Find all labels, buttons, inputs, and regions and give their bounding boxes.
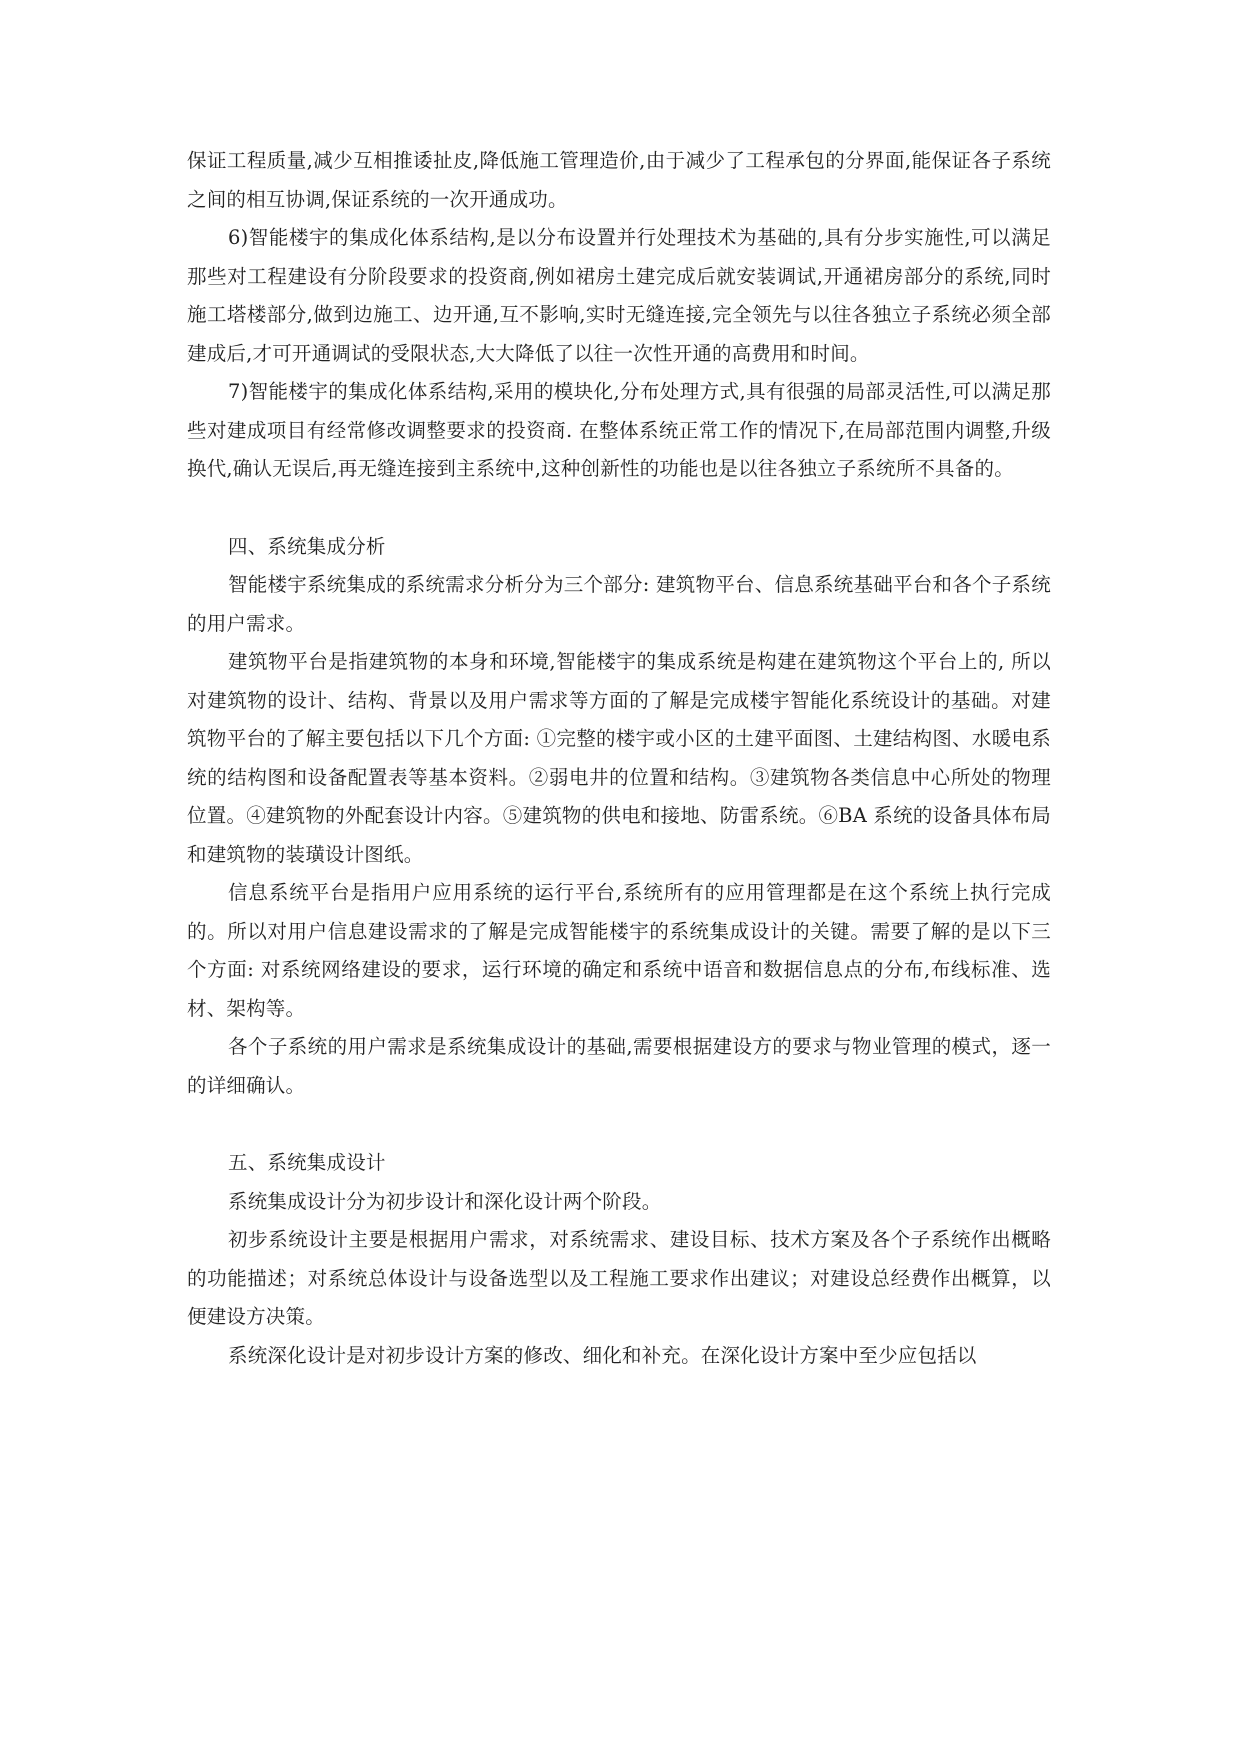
section-spacer [187,489,1051,528]
paragraph-building-platform: 建筑物平台是指建筑物的本身和环境,智能楼宇的集成系统是构建在建筑物这个平台上的, 所以对建筑物的设计、结构、背景以及用户需求等方面的了解是完成楼宇智能化系统设计的基础。对建筑物平台的了解主要包括以下几个方面: ①完整的楼宇或小区的土建平面图、土建结构图、水暖电系统的结构图和设备配置表等基本资料。②弱电井的位置和结构。③建筑物各类信息中心所处的物理位置。④建筑物的外配套设计内容。⑤建筑物的供电和接地、防雷系统。⑥BA 系统的设备具体布局和建筑物的装璜设计图纸。 [187,650,1051,866]
paragraph-item-6: 6)智能楼宇的集成化体系结构,是以分布设置并行处理技术为基础的,具有分步实施性,可以满足那些对工程建设有分阶段要求的投资商,例如裙房土建完成后就安装调试,开通裙房部分的系统,同时施工塔楼部分,做到边施工、边开通,互不影响,实时无缝连接,完全领先与以往各独立子系统必须全部建成后,才可开通调试的受限状态,大大降低了以往一次性开通的高费用和时间。 [187,226,1051,365]
paragraph-detailed-design: 系统深化设计是对初步设计方案的修改、细化和补充。在深化设计方案中至少应包括以 [228,1343,977,1367]
paragraph-information-platform: 信息系统平台是指用户应用系统的运行平台,系统所有的应用管理都是在这个系统上执行完成的。所以对用户信息建设需求的了解是完成智能楼宇的系统集成设计的关键。需要了解的是以下三个方面: 对系统网络建设的要求，运行环境的确定和系统中语音和数据信息点的分布,布线标准、选材、架构等。 [187,881,1051,1020]
section-heading-4: 四、系统集成分析 [228,534,386,558]
paragraph-subsystem-requirements: 各个子系统的用户需求是系统集成设计的基础,需要根据建设方的要求与物业管理的模式，逐一的详细确认。 [187,1035,1051,1097]
paragraph-item-7: 7)智能楼宇的集成化体系结构,采用的模块化,分布处理方式,具有很强的局部灵活性,可以满足那些对建成项目有经常修改调整要求的投资商. 在整体系统正常工作的情况下,在局部范围内调整,升级换代,确认无误后,再无缝连接到主系统中,这种创新性的功能也是以往各独立子系统所不具备的。 [187,380,1051,480]
section-spacer [187,1105,1051,1144]
paragraph-design-stages: 系统集成设计分为初步设计和深化设计两个阶段。 [228,1189,662,1213]
section-heading-5: 五、系统集成设计 [228,1151,386,1174]
paragraph-preliminary-design: 初步系统设计主要是根据用户需求，对系统需求、建设目标、技术方案及各个子系统作出概略的功能描述；对系统总体设计与设备选型以及工程施工要求作出建议；对建设总经费作出概算，以便建设方决策。 [187,1228,1051,1328]
paragraph-continuation: 保证工程质量,减少互相推诿扯皮,降低施工管理造价,由于减少了工程承包的分界面,能保证各子系统之间的相互协调,保证系统的一次开通成功。 [187,149,1051,211]
document-body [187,142,1051,1375]
paragraph-requirements-overview: 智能楼宇系统集成的系统需求分析分为三个部分: 建筑物平台、信息系统基础平台和各个子系统的用户需求。 [187,573,1051,635]
